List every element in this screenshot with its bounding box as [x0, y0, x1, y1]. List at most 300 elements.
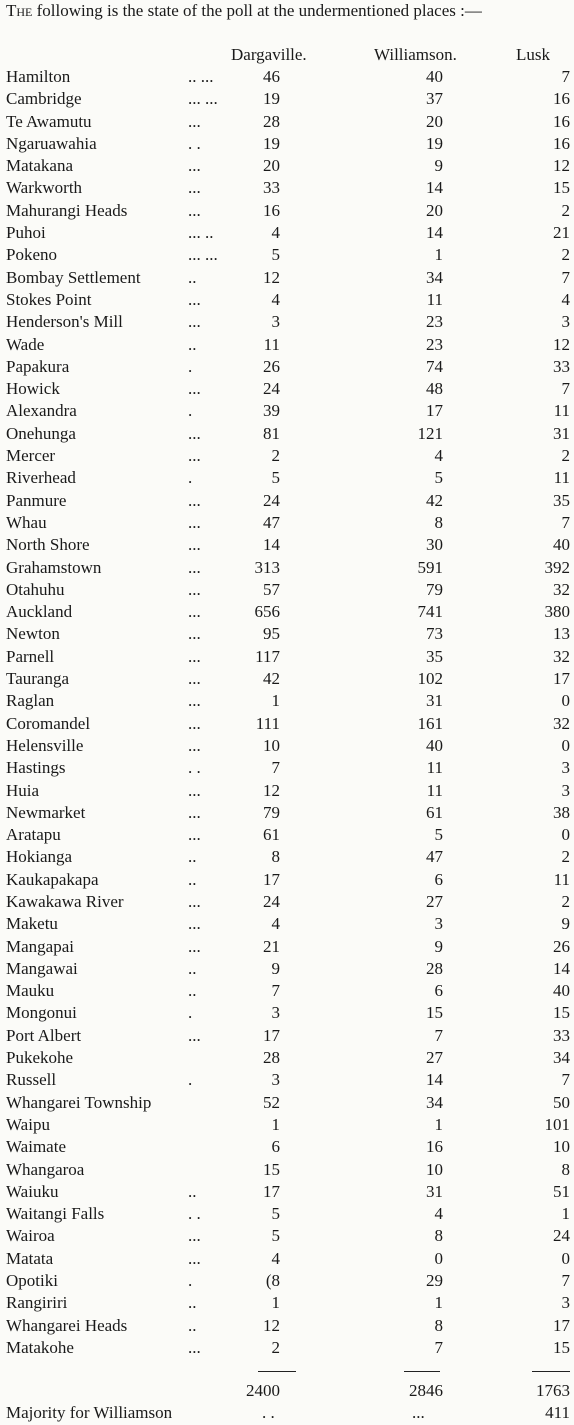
- williamson-votes: 17: [426, 401, 443, 421]
- column-header-dargaville: Dargaville.: [231, 45, 307, 64]
- williamson-votes: 9: [434, 936, 443, 956]
- table-row: [0, 891, 574, 913]
- place-name: Onehunga: [6, 423, 76, 443]
- lusk-votes: 7: [561, 379, 570, 399]
- williamson-votes: 37: [426, 89, 443, 109]
- williamson-votes: 20: [426, 111, 443, 131]
- williamson-votes: 34: [426, 267, 443, 287]
- place-leader: ...: [188, 535, 201, 555]
- place-leader: ...: [188, 691, 201, 711]
- table-row: [0, 311, 574, 333]
- place-leader: ..: [188, 1293, 197, 1313]
- table-row: [0, 1225, 574, 1247]
- dargaville-votes: 3: [271, 312, 280, 332]
- table-row: [0, 1114, 574, 1136]
- table-row: [0, 244, 574, 266]
- williamson-votes: 10: [426, 1159, 443, 1179]
- williamson-votes: 3: [434, 914, 443, 934]
- table-row: [0, 200, 574, 222]
- place-leader: ...: [188, 379, 201, 399]
- table-row: [0, 735, 574, 757]
- table-row: [0, 958, 574, 980]
- williamson-votes: 591: [417, 557, 443, 577]
- williamson-votes: 79: [426, 579, 443, 599]
- place-leader: ..: [188, 334, 197, 354]
- place-leader: .: [188, 1070, 193, 1090]
- place-name: Mangawai: [6, 958, 78, 978]
- dargaville-votes: 12: [263, 267, 280, 287]
- place-name: Maketu: [6, 914, 58, 934]
- williamson-votes: 61: [426, 802, 443, 822]
- lusk-votes: 2: [561, 200, 570, 220]
- table-row: [0, 66, 574, 88]
- williamson-votes: 16: [426, 1137, 443, 1157]
- dargaville-votes: 57: [263, 579, 280, 599]
- williamson-votes: 42: [426, 490, 443, 510]
- place-leader: ...: [188, 1337, 201, 1357]
- place-leader: ..: [188, 1315, 197, 1335]
- table-row: [0, 1248, 574, 1270]
- table-row: [0, 557, 574, 579]
- place-name: Ngaruawahia: [6, 133, 97, 153]
- total-williamson: 2846: [409, 1381, 443, 1400]
- place-leader: .. ...: [188, 67, 214, 86]
- place-leader: ...: [188, 936, 201, 956]
- lusk-votes: 21: [553, 223, 570, 243]
- lusk-votes: 32: [553, 646, 570, 666]
- lusk-votes: 2: [561, 847, 570, 867]
- table-row: [0, 1315, 574, 1337]
- table-row: [0, 88, 574, 110]
- table-row: [0, 824, 574, 846]
- place-leader: . .: [188, 133, 201, 153]
- place-leader: ...: [188, 624, 201, 644]
- dargaville-votes: 4: [271, 289, 280, 309]
- place-leader: ...: [188, 646, 201, 666]
- place-name: Parnell: [6, 646, 55, 666]
- williamson-votes: 11: [426, 289, 443, 309]
- lusk-votes: 12: [553, 156, 570, 176]
- dargaville-votes: 313: [254, 557, 280, 577]
- williamson-votes: 31: [426, 691, 443, 711]
- place-name: Auckland: [6, 602, 73, 622]
- dargaville-votes: 46: [263, 67, 280, 86]
- williamson-votes: 8: [434, 512, 443, 532]
- williamson-votes: 27: [426, 891, 443, 911]
- dargaville-votes: 47: [263, 512, 280, 532]
- dargaville-votes: (8: [265, 1271, 280, 1291]
- table-row: [0, 757, 574, 779]
- williamson-votes: 14: [426, 1070, 443, 1090]
- table-row: [0, 646, 574, 668]
- lusk-votes: 3: [561, 1293, 570, 1313]
- place-leader: ..: [188, 981, 197, 1001]
- place-name: Port Albert: [6, 1025, 82, 1045]
- lusk-votes: 17: [553, 669, 570, 689]
- majority-leader-dargaville: . .: [262, 1403, 275, 1422]
- lusk-votes: 7: [561, 512, 570, 532]
- williamson-votes: 161: [417, 713, 443, 733]
- williamson-votes: 30: [426, 535, 443, 555]
- total-rule-williamson: [404, 1371, 440, 1372]
- lusk-votes: 7: [561, 267, 570, 287]
- dargaville-votes: 1: [271, 691, 280, 711]
- dargaville-votes: 17: [263, 1025, 280, 1045]
- table-row: [0, 913, 574, 935]
- table-row: [0, 334, 574, 356]
- dargaville-votes: 79: [263, 802, 280, 822]
- williamson-votes: 4: [434, 1204, 443, 1224]
- dargaville-votes: 52: [263, 1092, 280, 1112]
- place-leader: . .: [188, 758, 201, 778]
- place-name: Newmarket: [6, 802, 86, 822]
- williamson-votes: 40: [426, 735, 443, 755]
- dargaville-votes: 6: [271, 1137, 280, 1157]
- lusk-votes: 11: [553, 401, 570, 421]
- williamson-votes: 6: [434, 981, 443, 1001]
- place-name: Panmure: [6, 490, 67, 510]
- table-row: [0, 846, 574, 868]
- williamson-votes: 6: [434, 869, 443, 889]
- williamson-votes: 5: [434, 468, 443, 488]
- williamson-votes: 9: [434, 156, 443, 176]
- place-leader: ...: [188, 200, 201, 220]
- table-row: [0, 111, 574, 133]
- place-name: Bombay Settlement: [6, 267, 141, 287]
- table-row: [0, 222, 574, 244]
- lusk-votes: 0: [561, 825, 570, 845]
- place-name: Whangarei Heads: [6, 1315, 128, 1335]
- williamson-votes: 35: [426, 646, 443, 666]
- place-leader: ...: [188, 1248, 201, 1268]
- place-leader: ...: [188, 178, 201, 198]
- table-row: [0, 467, 574, 489]
- place-name: Henderson's Mill: [6, 312, 123, 332]
- majority-label: Majority for Williamson: [6, 1403, 173, 1422]
- table-row: [0, 936, 574, 958]
- dargaville-votes: 1: [271, 1114, 280, 1134]
- lusk-votes: 2: [561, 891, 570, 911]
- dargaville-votes: 11: [263, 334, 280, 354]
- table-row: [0, 133, 574, 155]
- table-row: [0, 1025, 574, 1047]
- dargaville-votes: 15: [263, 1159, 280, 1179]
- place-name: Howick: [6, 379, 60, 399]
- lusk-votes: 31: [553, 423, 570, 443]
- dargaville-votes: 4: [271, 914, 280, 934]
- dargaville-votes: 26: [263, 356, 280, 376]
- total-rule-lusk: [532, 1371, 570, 1372]
- williamson-votes: 7: [434, 1337, 443, 1357]
- total-lusk: 1763: [536, 1381, 570, 1400]
- dargaville-votes: 111: [255, 713, 280, 733]
- lusk-votes: 32: [553, 713, 570, 733]
- place-name: Waimate: [6, 1137, 66, 1157]
- intro-text: following is the state of the poll at the undermentioned places :—: [32, 1, 482, 20]
- lusk-votes: 38: [553, 802, 570, 822]
- dargaville-votes: 7: [271, 758, 280, 778]
- dargaville-votes: 117: [255, 646, 280, 666]
- place-name: Waiuku: [6, 1181, 59, 1201]
- place-name: Whangarei Township: [6, 1092, 152, 1112]
- williamson-votes: 23: [426, 334, 443, 354]
- lusk-votes: 10: [553, 1137, 570, 1157]
- table-row: [0, 445, 574, 467]
- lusk-votes: 15: [553, 1003, 570, 1023]
- table-row: [0, 534, 574, 556]
- williamson-votes: 1: [434, 1293, 443, 1313]
- lusk-votes: 392: [544, 557, 570, 577]
- place-name: North Shore: [6, 535, 90, 555]
- place-leader: ..: [188, 869, 197, 889]
- place-leader: ...: [188, 312, 201, 332]
- lusk-votes: 40: [553, 981, 570, 1001]
- lusk-votes: 7: [561, 1070, 570, 1090]
- intro-paragraph: [6, 2, 568, 19]
- dargaville-votes: 7: [271, 981, 280, 1001]
- place-name: Matakohe: [6, 1337, 74, 1357]
- dargaville-votes: 81: [263, 423, 280, 443]
- dargaville-votes: 8: [271, 847, 280, 867]
- place-leader: ..: [188, 847, 197, 867]
- dargaville-votes: 21: [263, 936, 280, 956]
- williamson-votes: 1: [434, 1114, 443, 1134]
- place-name: Pukekohe: [6, 1048, 74, 1068]
- lusk-votes: 34: [553, 1048, 570, 1068]
- place-name: Russell: [6, 1070, 57, 1090]
- place-name: Kawakawa River: [6, 891, 124, 911]
- lusk-votes: 101: [544, 1114, 570, 1134]
- table-row: [0, 1203, 574, 1225]
- place-name: Mongonui: [6, 1003, 77, 1023]
- place-name: Alexandra: [6, 401, 77, 421]
- dargaville-votes: 17: [263, 869, 280, 889]
- dargaville-votes: 1: [271, 1293, 280, 1313]
- table-row: [0, 1002, 574, 1024]
- dargaville-votes: 95: [263, 624, 280, 644]
- place-leader: ...: [188, 156, 201, 176]
- dargaville-votes: 3: [271, 1070, 280, 1090]
- place-leader: ...: [188, 512, 201, 532]
- table-row: [0, 1092, 574, 1114]
- lusk-votes: 16: [553, 133, 570, 153]
- williamson-votes: 31: [426, 1181, 443, 1201]
- place-leader: .: [188, 1271, 193, 1291]
- lusk-votes: 40: [553, 535, 570, 555]
- lusk-votes: 11: [553, 869, 570, 889]
- place-leader: ...: [188, 1025, 201, 1045]
- lusk-votes: 3: [561, 780, 570, 800]
- table-row: [0, 490, 574, 512]
- lusk-votes: 35: [553, 490, 570, 510]
- place-name: Papakura: [6, 356, 70, 376]
- dargaville-votes: 24: [263, 379, 280, 399]
- williamson-votes: 15: [426, 1003, 443, 1023]
- place-leader: ...: [188, 423, 201, 443]
- dargaville-votes: 19: [263, 89, 280, 109]
- williamson-votes: 8: [434, 1315, 443, 1335]
- place-name: Stokes Point: [6, 289, 92, 309]
- lusk-votes: 33: [553, 356, 570, 376]
- williamson-votes: 14: [426, 178, 443, 198]
- table-row: [0, 869, 574, 891]
- williamson-votes: 29: [426, 1271, 443, 1291]
- place-name: Hamilton: [6, 67, 71, 86]
- williamson-votes: 14: [426, 223, 443, 243]
- place-leader: ...: [188, 735, 201, 755]
- lusk-votes: 3: [561, 312, 570, 332]
- table-row: [0, 378, 574, 400]
- place-leader: ... ..: [188, 223, 214, 243]
- dargaville-votes: 5: [271, 1204, 280, 1224]
- place-name: Warkworth: [6, 178, 83, 198]
- place-name: Newton: [6, 624, 60, 644]
- lusk-votes: 13: [553, 624, 570, 644]
- place-leader: ..: [188, 267, 197, 287]
- place-leader: ... ...: [188, 89, 218, 109]
- lusk-votes: 16: [553, 89, 570, 109]
- place-leader: ...: [188, 490, 201, 510]
- lusk-votes: 4: [561, 289, 570, 309]
- dargaville-votes: 4: [271, 1248, 280, 1268]
- table-row: [0, 601, 574, 623]
- lusk-votes: 7: [561, 67, 570, 86]
- place-name: Waipu: [6, 1114, 50, 1134]
- table-row: [0, 1270, 574, 1292]
- place-name: Wade: [6, 334, 45, 354]
- place-leader: ...: [188, 891, 201, 911]
- place-leader: . .: [188, 1204, 201, 1224]
- lusk-votes: 0: [561, 735, 570, 755]
- place-name: Matakana: [6, 156, 74, 176]
- williamson-votes: 40: [426, 67, 443, 86]
- place-name: Waitangi Falls: [6, 1204, 105, 1224]
- place-name: Pokeno: [6, 245, 57, 265]
- dargaville-votes: 17: [263, 1181, 280, 1201]
- table-row: [0, 980, 574, 1002]
- table-row: [0, 713, 574, 735]
- table-row: [0, 356, 574, 378]
- majority-leader-williamson: ...: [412, 1403, 425, 1422]
- place-name: Tauranga: [6, 669, 69, 689]
- place-name: Mauku: [6, 981, 55, 1001]
- place-name: Cambridge: [6, 89, 82, 109]
- lusk-votes: 16: [553, 111, 570, 131]
- total-rule-dargaville: [258, 1371, 296, 1372]
- dargaville-votes: 33: [263, 178, 280, 198]
- williamson-votes: 741: [417, 602, 443, 622]
- place-name: Hokianga: [6, 847, 73, 867]
- place-name: Wairoa: [6, 1226, 55, 1246]
- table-row: [0, 177, 574, 199]
- poll-table: [0, 66, 574, 1359]
- place-leader: ...: [188, 669, 201, 689]
- table-row: [0, 267, 574, 289]
- lusk-votes: 24: [553, 1226, 570, 1246]
- dargaville-votes: 61: [263, 825, 280, 845]
- dargaville-votes: 19: [263, 133, 280, 153]
- place-name: Helensville: [6, 735, 84, 755]
- lusk-votes: 2: [561, 446, 570, 466]
- dargaville-votes: 28: [263, 1048, 280, 1068]
- lusk-votes: 51: [553, 1181, 570, 1201]
- place-leader: ...: [188, 914, 201, 934]
- lusk-votes: 7: [561, 1271, 570, 1291]
- williamson-votes: 0: [434, 1248, 443, 1268]
- place-name: Mercer: [6, 446, 56, 466]
- place-leader: ...: [188, 802, 201, 822]
- table-row: [0, 690, 574, 712]
- place-name: Riverhead: [6, 468, 76, 488]
- williamson-votes: 34: [426, 1092, 443, 1112]
- lusk-votes: 3: [561, 758, 570, 778]
- lusk-votes: 11: [553, 468, 570, 488]
- williamson-votes: 19: [426, 133, 443, 153]
- williamson-votes: 7: [434, 1025, 443, 1045]
- place-leader: ...: [188, 446, 201, 466]
- dargaville-votes: 2: [271, 446, 280, 466]
- table-row: [0, 512, 574, 534]
- table-row: [0, 1292, 574, 1314]
- place-name: Aratapu: [6, 825, 61, 845]
- williamson-votes: 28: [426, 958, 443, 978]
- dargaville-votes: 14: [263, 535, 280, 555]
- dargaville-votes: 656: [254, 602, 280, 622]
- williamson-votes: 102: [417, 669, 443, 689]
- place-leader: ...: [188, 111, 201, 131]
- lusk-votes: 15: [553, 1337, 570, 1357]
- table-row: [0, 155, 574, 177]
- williamson-votes: 73: [426, 624, 443, 644]
- table-row: [0, 400, 574, 422]
- lusk-votes: 9: [561, 914, 570, 934]
- williamson-votes: 4: [434, 446, 443, 466]
- lusk-votes: 0: [561, 1248, 570, 1268]
- place-name: Otahuhu: [6, 579, 65, 599]
- lusk-votes: 14: [553, 958, 570, 978]
- dargaville-votes: 5: [271, 1226, 280, 1246]
- dargaville-votes: 9: [271, 958, 280, 978]
- place-name: Grahamstown: [6, 557, 102, 577]
- place-leader: ...: [188, 780, 201, 800]
- table-row: [0, 1136, 574, 1158]
- place-leader: .: [188, 468, 193, 488]
- place-name: Coromandel: [6, 713, 91, 733]
- lusk-votes: 26: [553, 936, 570, 956]
- place-leader: ...: [188, 579, 201, 599]
- williamson-votes: 47: [426, 847, 443, 867]
- place-leader: ... ...: [188, 245, 218, 265]
- dargaville-votes: 2: [271, 1337, 280, 1357]
- place-name: Hastings: [6, 758, 66, 778]
- table-row: [0, 623, 574, 645]
- table-row: [0, 802, 574, 824]
- table-row: [0, 1181, 574, 1203]
- place-leader: ...: [188, 825, 201, 845]
- table-row: [0, 579, 574, 601]
- williamson-votes: 1: [434, 245, 443, 265]
- lusk-votes: 15: [553, 178, 570, 198]
- place-name: Kaukapakapa: [6, 869, 99, 889]
- lusk-votes: 17: [553, 1315, 570, 1335]
- place-leader: ...: [188, 713, 201, 733]
- intro-lead-word: The: [6, 1, 33, 20]
- dargaville-votes: 24: [263, 490, 280, 510]
- place-name: Puhoi: [6, 223, 46, 243]
- majority-value: 411: [545, 1403, 570, 1422]
- dargaville-votes: 24: [263, 891, 280, 911]
- lusk-votes: 1: [561, 1204, 570, 1224]
